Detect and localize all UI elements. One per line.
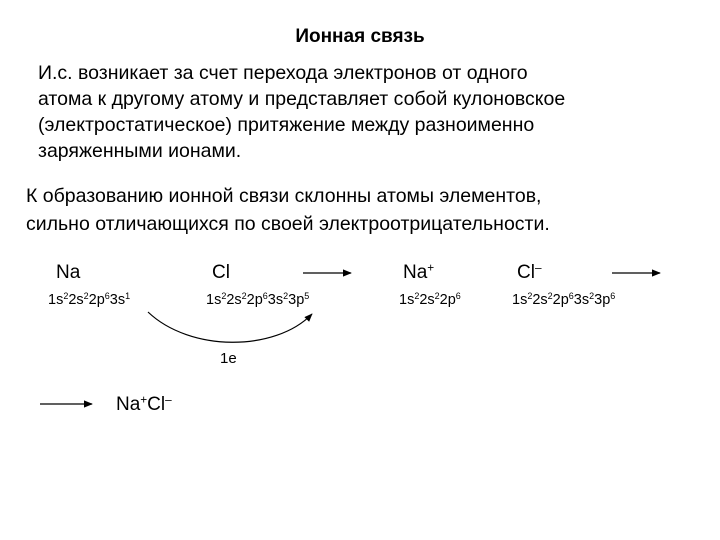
electron-transfer-arrow	[148, 312, 312, 342]
definition-line: (электростатическое) притяжение между разноименно	[38, 114, 535, 136]
cl-ion-symbol: Cl–	[517, 261, 542, 283]
orbital-term: $1s^2$	[512, 291, 533, 308]
orbital-term: $2s^2$	[419, 291, 440, 308]
definition-line: атома к другому атому и представляет собой кулоновское	[38, 88, 566, 110]
tendency-line: К образованию ионной связи склонны атомы элементов,	[26, 185, 542, 207]
orbital-term: $1s^2$	[206, 291, 227, 308]
orbital-term: $2p^6$	[88, 291, 110, 308]
orbital-term: $3s^2$	[267, 291, 289, 308]
orbital-term: $2s^2$	[226, 291, 247, 308]
slide-title: Ионная связь	[295, 26, 425, 47]
cl-atom-symbol: Cl	[212, 262, 230, 283]
orbital-term: $2p^6$	[439, 291, 461, 308]
orbital-term: $2s^2$	[532, 291, 553, 308]
electron-transfer-label: 1e	[220, 350, 237, 367]
definition-line: И.с. возникает за счет перехода электронов от одного	[38, 62, 528, 84]
definition-line: заряженными ионами.	[38, 140, 242, 162]
na-atom-symbol: Na	[56, 262, 81, 283]
ionic-compound-formula: Na+Cl–	[116, 393, 172, 415]
orbital-term: $3p^5$	[288, 291, 310, 308]
na-ion-symbol: Na+	[403, 261, 435, 283]
tendency-line: сильно отличающихся по своей электроотрицательности.	[26, 213, 550, 235]
orbital-term: $3s^2$	[573, 291, 595, 308]
orbital-term: $3p^6$	[594, 291, 616, 308]
orbital-term: $1s^2$	[399, 291, 420, 308]
orbital-term: $2s^2$	[68, 291, 89, 308]
orbital-term: $2p^6$	[246, 291, 268, 308]
orbital-term: $2p^6$	[552, 291, 574, 308]
orbital-term: $1s^2$	[48, 291, 69, 308]
orbital-term: $3s^1$	[109, 291, 131, 308]
